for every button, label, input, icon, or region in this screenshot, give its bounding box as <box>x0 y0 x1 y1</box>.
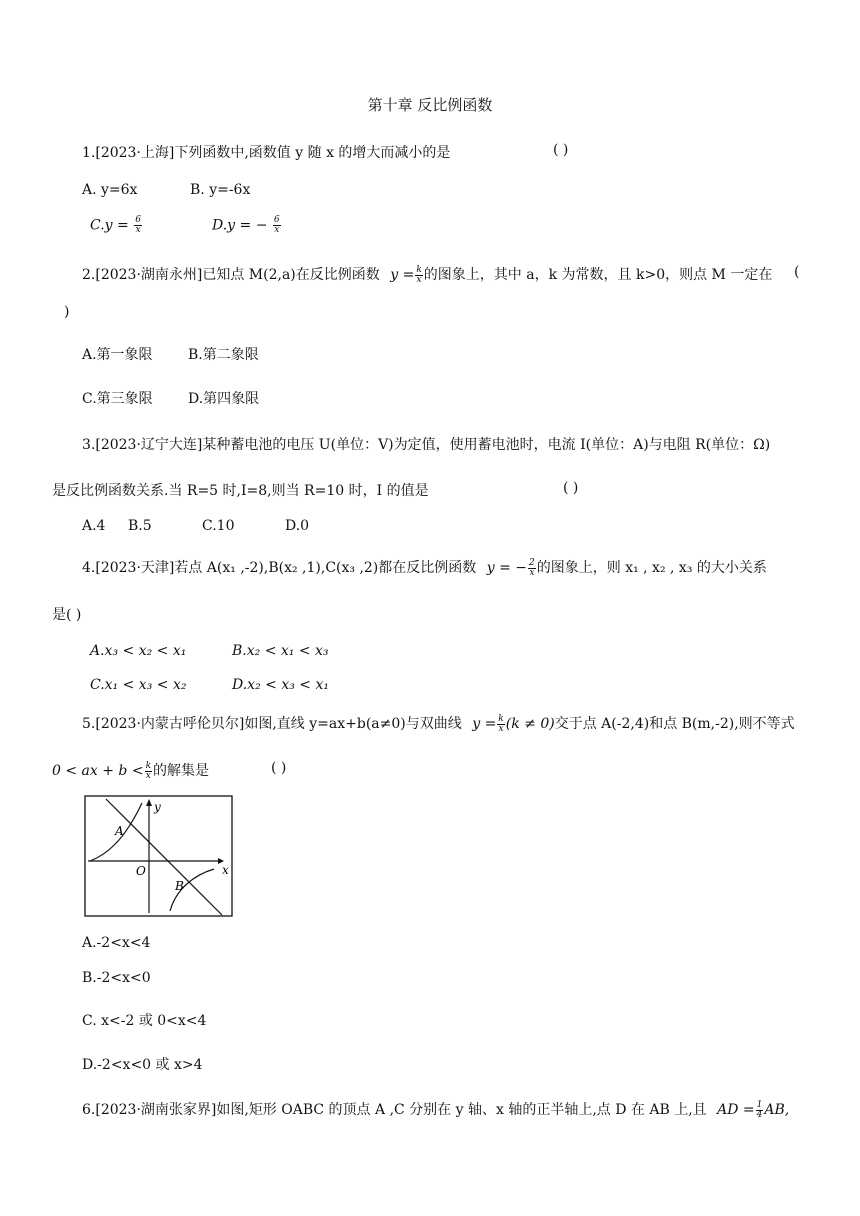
question-4-option-c: C.x₁ < x₃ < x₂ <box>90 677 187 693</box>
question-3-option-b: B.5 <box>128 518 152 534</box>
question-5-inequality: 0 < ax + b < $\frac{k}{x}$ 的解集是 <box>52 760 210 781</box>
question-6-fraction: $\frac{1}{4}$ <box>756 1099 763 1120</box>
question-5-paren: ( ) <box>271 760 287 776</box>
question-2-paren-close: ) <box>64 304 70 320</box>
question-3-line-2: 是反比例函数关系.当 R=5 时,I=8,则当 R=10 时，I 的值是 <box>52 483 429 499</box>
line-graph <box>106 799 222 915</box>
question-1-stem: 1.[2023·上海]下列函数中,函数值 y 随 x 的增大而减小的是 <box>82 145 451 161</box>
question-5-stem: 5.[2023·内蒙古呼伦贝尔]如图,直线 y=ax+b(a≠0)与双曲线 y = $\frac{k}{x}$ (k ≠ 0)交于点 A(-2,4)和点 B(m,-2),则不等式 <box>82 713 795 734</box>
question-1-option-d <box>212 216 282 235</box>
question-5-option-d: D.-2<x<0 或 x>4 <box>82 1057 203 1073</box>
question-1-paren: ( ) <box>553 142 569 158</box>
x-axis-label: x <box>222 863 229 877</box>
option-c-fraction: $\frac{6}{x}$ <box>135 215 141 235</box>
question-4-option-b: B.x₂ < x₁ < x₃ <box>232 643 329 659</box>
y-axis-label: y <box>154 800 161 814</box>
y-axis-arrow <box>146 799 152 806</box>
figure-frame <box>85 796 232 916</box>
question-5-option-b: B.-2<x<0 <box>82 970 151 986</box>
question-5-figure <box>84 795 234 920</box>
question-4-option-d: D.x₂ < x₃ < x₁ <box>232 677 329 693</box>
point-b-label: B <box>175 879 184 893</box>
question-1-option-b: B. y=-6x <box>190 182 251 198</box>
question-1-option-a: A. y=6x <box>82 182 138 198</box>
question-5-inequality-fraction: $\frac{k}{x}$ <box>145 760 152 781</box>
question-3-line-1: 3.[2023·辽宁大连]某种蓄电池的电压 U(单位：V)为定值，使用蓄电池时，电流 I(单位：A)与电阻 R(单位：Ω) <box>82 437 771 453</box>
question-5-option-a: A.-2<x<4 <box>82 935 151 951</box>
question-4-line-2: 是( ) <box>52 607 82 623</box>
question-3-option-a: A.4 <box>82 518 106 534</box>
question-4-stem: 4.[2023·天津]若点 A(x₁ ,-2),B(x₂ ,1),C(x₃ ,2)都在反比例函数 y = − $\frac{2}{x}$ 的图象上，则 x₁ , x₂ , x₃ 的大小关系 <box>82 557 767 578</box>
question-5-option-c: C. x<-2 或 0<x<4 <box>82 1013 207 1029</box>
question-3-paren: ( ) <box>563 480 579 496</box>
question-2-paren-open: ( <box>794 264 800 280</box>
question-3-option-d: D.0 <box>285 518 310 534</box>
question-5-fraction: $\frac{k}{x}$ <box>498 713 504 734</box>
question-1-option-c <box>90 216 143 235</box>
question-4-option-a: A.x₃ < x₂ < x₁ <box>90 643 187 659</box>
question-2-option-b: B.第二象限 <box>188 347 259 363</box>
question-3-option-c: C.10 <box>202 518 235 534</box>
page-title: 第十章 反比例函数 <box>367 96 493 114</box>
option-d-prefix: D.y = − <box>212 217 268 234</box>
question-4-fraction: $\frac{2}{x}$ <box>529 557 535 578</box>
question-2-option-c: C.第三象限 <box>82 391 153 407</box>
question-2-stem: 2.[2023·湖南永州]已知点 M(2,a)在反比例函数 y = $\frac{k}{x}$ 的图象上，其中 a，k 为常数，且 k>0，则点 M 一定在 <box>82 264 773 285</box>
question-2-fraction: $\frac{k}{x}$ <box>416 264 422 285</box>
question-2-option-d: D.第四象限 <box>188 391 260 407</box>
point-a-label: A <box>115 824 124 838</box>
question-2-option-a: A.第一象限 <box>82 347 153 363</box>
option-d-fraction: $\frac{6}{x}$ <box>273 215 280 235</box>
origin-label: O <box>136 864 146 878</box>
option-c-prefix: C.y = <box>90 217 129 234</box>
question-6-stem: 6.[2023·湖南张家界]如图,矩形 OABC 的顶点 A ,C 分别在 y 轴、x 轴的正半轴上,点 D 在 AB 上,且 AD = $\frac{1}{4}$ AB, <box>82 1099 790 1120</box>
